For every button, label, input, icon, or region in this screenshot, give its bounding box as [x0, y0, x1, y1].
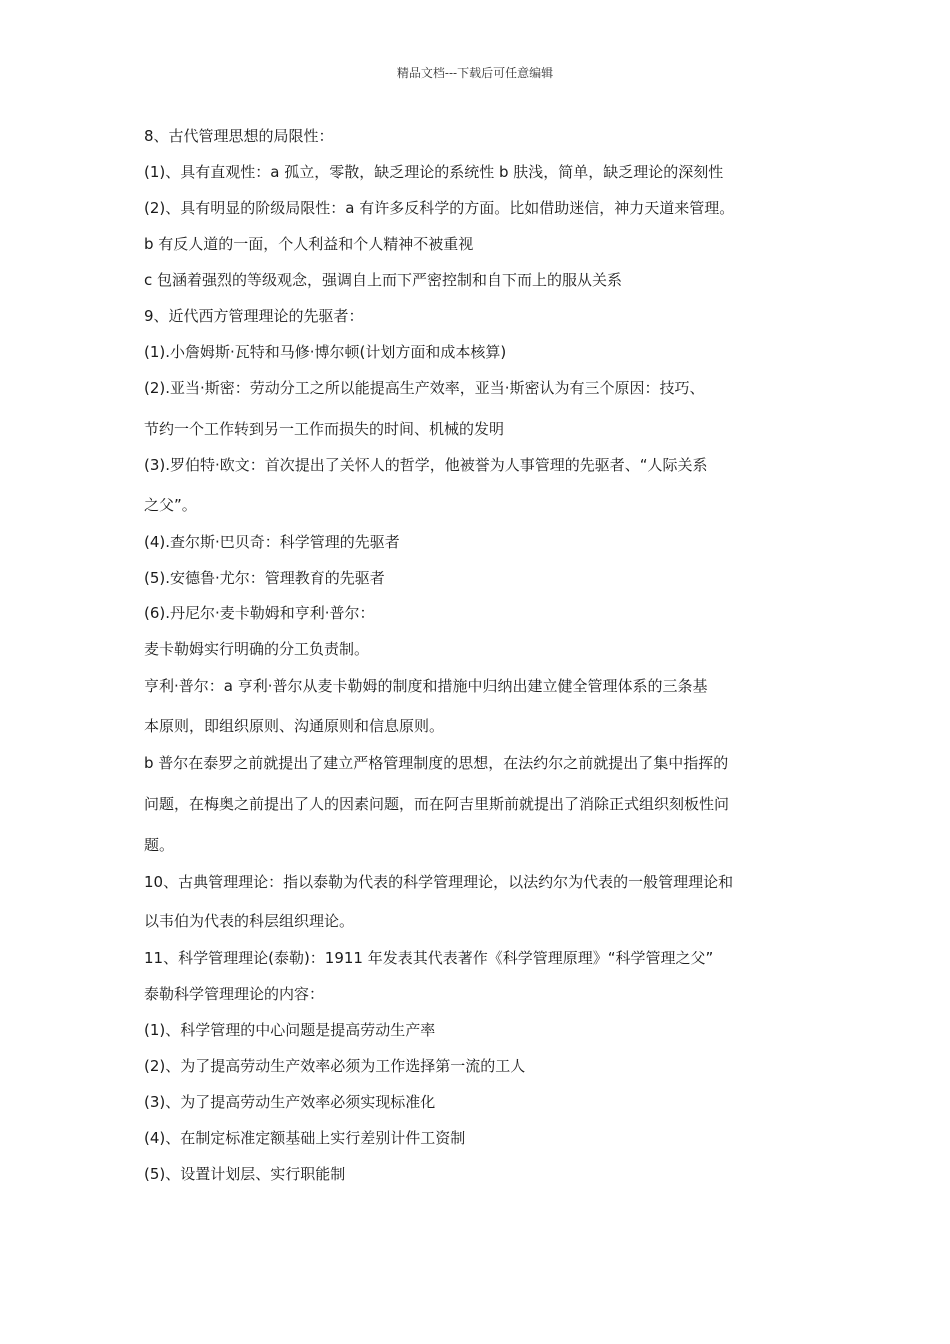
text-line: (3).罗伯特·欧文：首次提出了关怀人的哲学，他被誉为人事管理的先驱者、“人际关系 — [144, 456, 708, 474]
text-line: 问题，在梅奥之前提出了人的因素问题，而在阿吉里斯前就提出了消除正式组织刻板性问 — [144, 795, 730, 813]
text-line: 本原则，即组织原则、沟通原则和信息原则。 — [144, 717, 445, 735]
text-line: 8、古代管理思想的局限性： — [144, 127, 334, 145]
text-line: (2)、为了提高劳动生产效率必须为工作选择第一流的工人 — [144, 1057, 526, 1075]
text-line: (4)、在制定标准定额基础上实行差别计件工资制 — [144, 1129, 466, 1147]
text-line: (4).查尔斯·巴贝奇：科学管理的先驱者 — [144, 533, 400, 551]
text-line: 之父”。 — [144, 496, 197, 514]
text-line: (3)、为了提高劳动生产效率必须实现标准化 — [144, 1093, 436, 1111]
text-line: c 包涵着强烈的等级观念，强调自上而下严密控制和自下而上的服从关系 — [144, 271, 623, 289]
text-line: 节约一个工作转到另一工作而损失的时间、机械的发明 — [144, 420, 505, 438]
text-line: 9、近代西方管理理论的先驱者： — [144, 307, 364, 325]
page-header: 精品文档---下载后可任意编辑 — [396, 66, 554, 80]
text-line: (1)、具有直观性：a 孤立，零散，缺乏理论的系统性 b 肤浅，简单，缺乏理论的深刻性 — [144, 163, 724, 181]
text-line: (2).亚当·斯密：劳动分工之所以能提高生产效率，亚当·斯密认为有三个原因：技巧、 — [144, 379, 705, 397]
text-line: (2)、具有明显的阶级局限性：a 有许多反科学的方面。比如借助迷信，神力天道来管理。 — [144, 199, 735, 217]
text-line: 以韦伯为代表的科层组织理论。 — [144, 912, 355, 930]
text-line: (1).小詹姆斯·瓦特和马修·博尔顿(计划方面和成本核算) — [144, 343, 507, 361]
text-line: 麦卡勒姆实行明确的分工负责制。 — [144, 640, 370, 658]
text-line: (6).丹尼尔·麦卡勒姆和亨利·普尔： — [144, 604, 375, 622]
text-line: 11、科学管理理论(泰勒)：1911 年发表其代表著作《科学管理原理》“科学管理之父” — [144, 949, 714, 967]
text-line: (1)、科学管理的中心问题是提高劳动生产率 — [144, 1021, 436, 1039]
text-line: 亨利·普尔：a 亨利·普尔从麦卡勒姆的制度和措施中归纳出建立健全管理体系的三条基 — [144, 677, 708, 695]
text-line: 10、古典管理理论：指以泰勒为代表的科学管理理论，以法约尔为代表的一般管理理论和 — [144, 873, 734, 891]
text-line: (5).安德鲁·尤尔：管理教育的先驱者 — [144, 569, 385, 587]
text-line: b 有反人道的一面，个人利益和个人精神不被重视 — [144, 235, 474, 253]
text-line: (5)、设置计划层、实行职能制 — [144, 1165, 346, 1183]
text-line: 题。 — [144, 836, 175, 854]
text-line: b 普尔在泰罗之前就提出了建立严格管理制度的思想，在法约尔之前就提出了集中指挥的 — [144, 754, 729, 772]
text-line: 泰勒科学管理理论的内容： — [144, 985, 325, 1003]
